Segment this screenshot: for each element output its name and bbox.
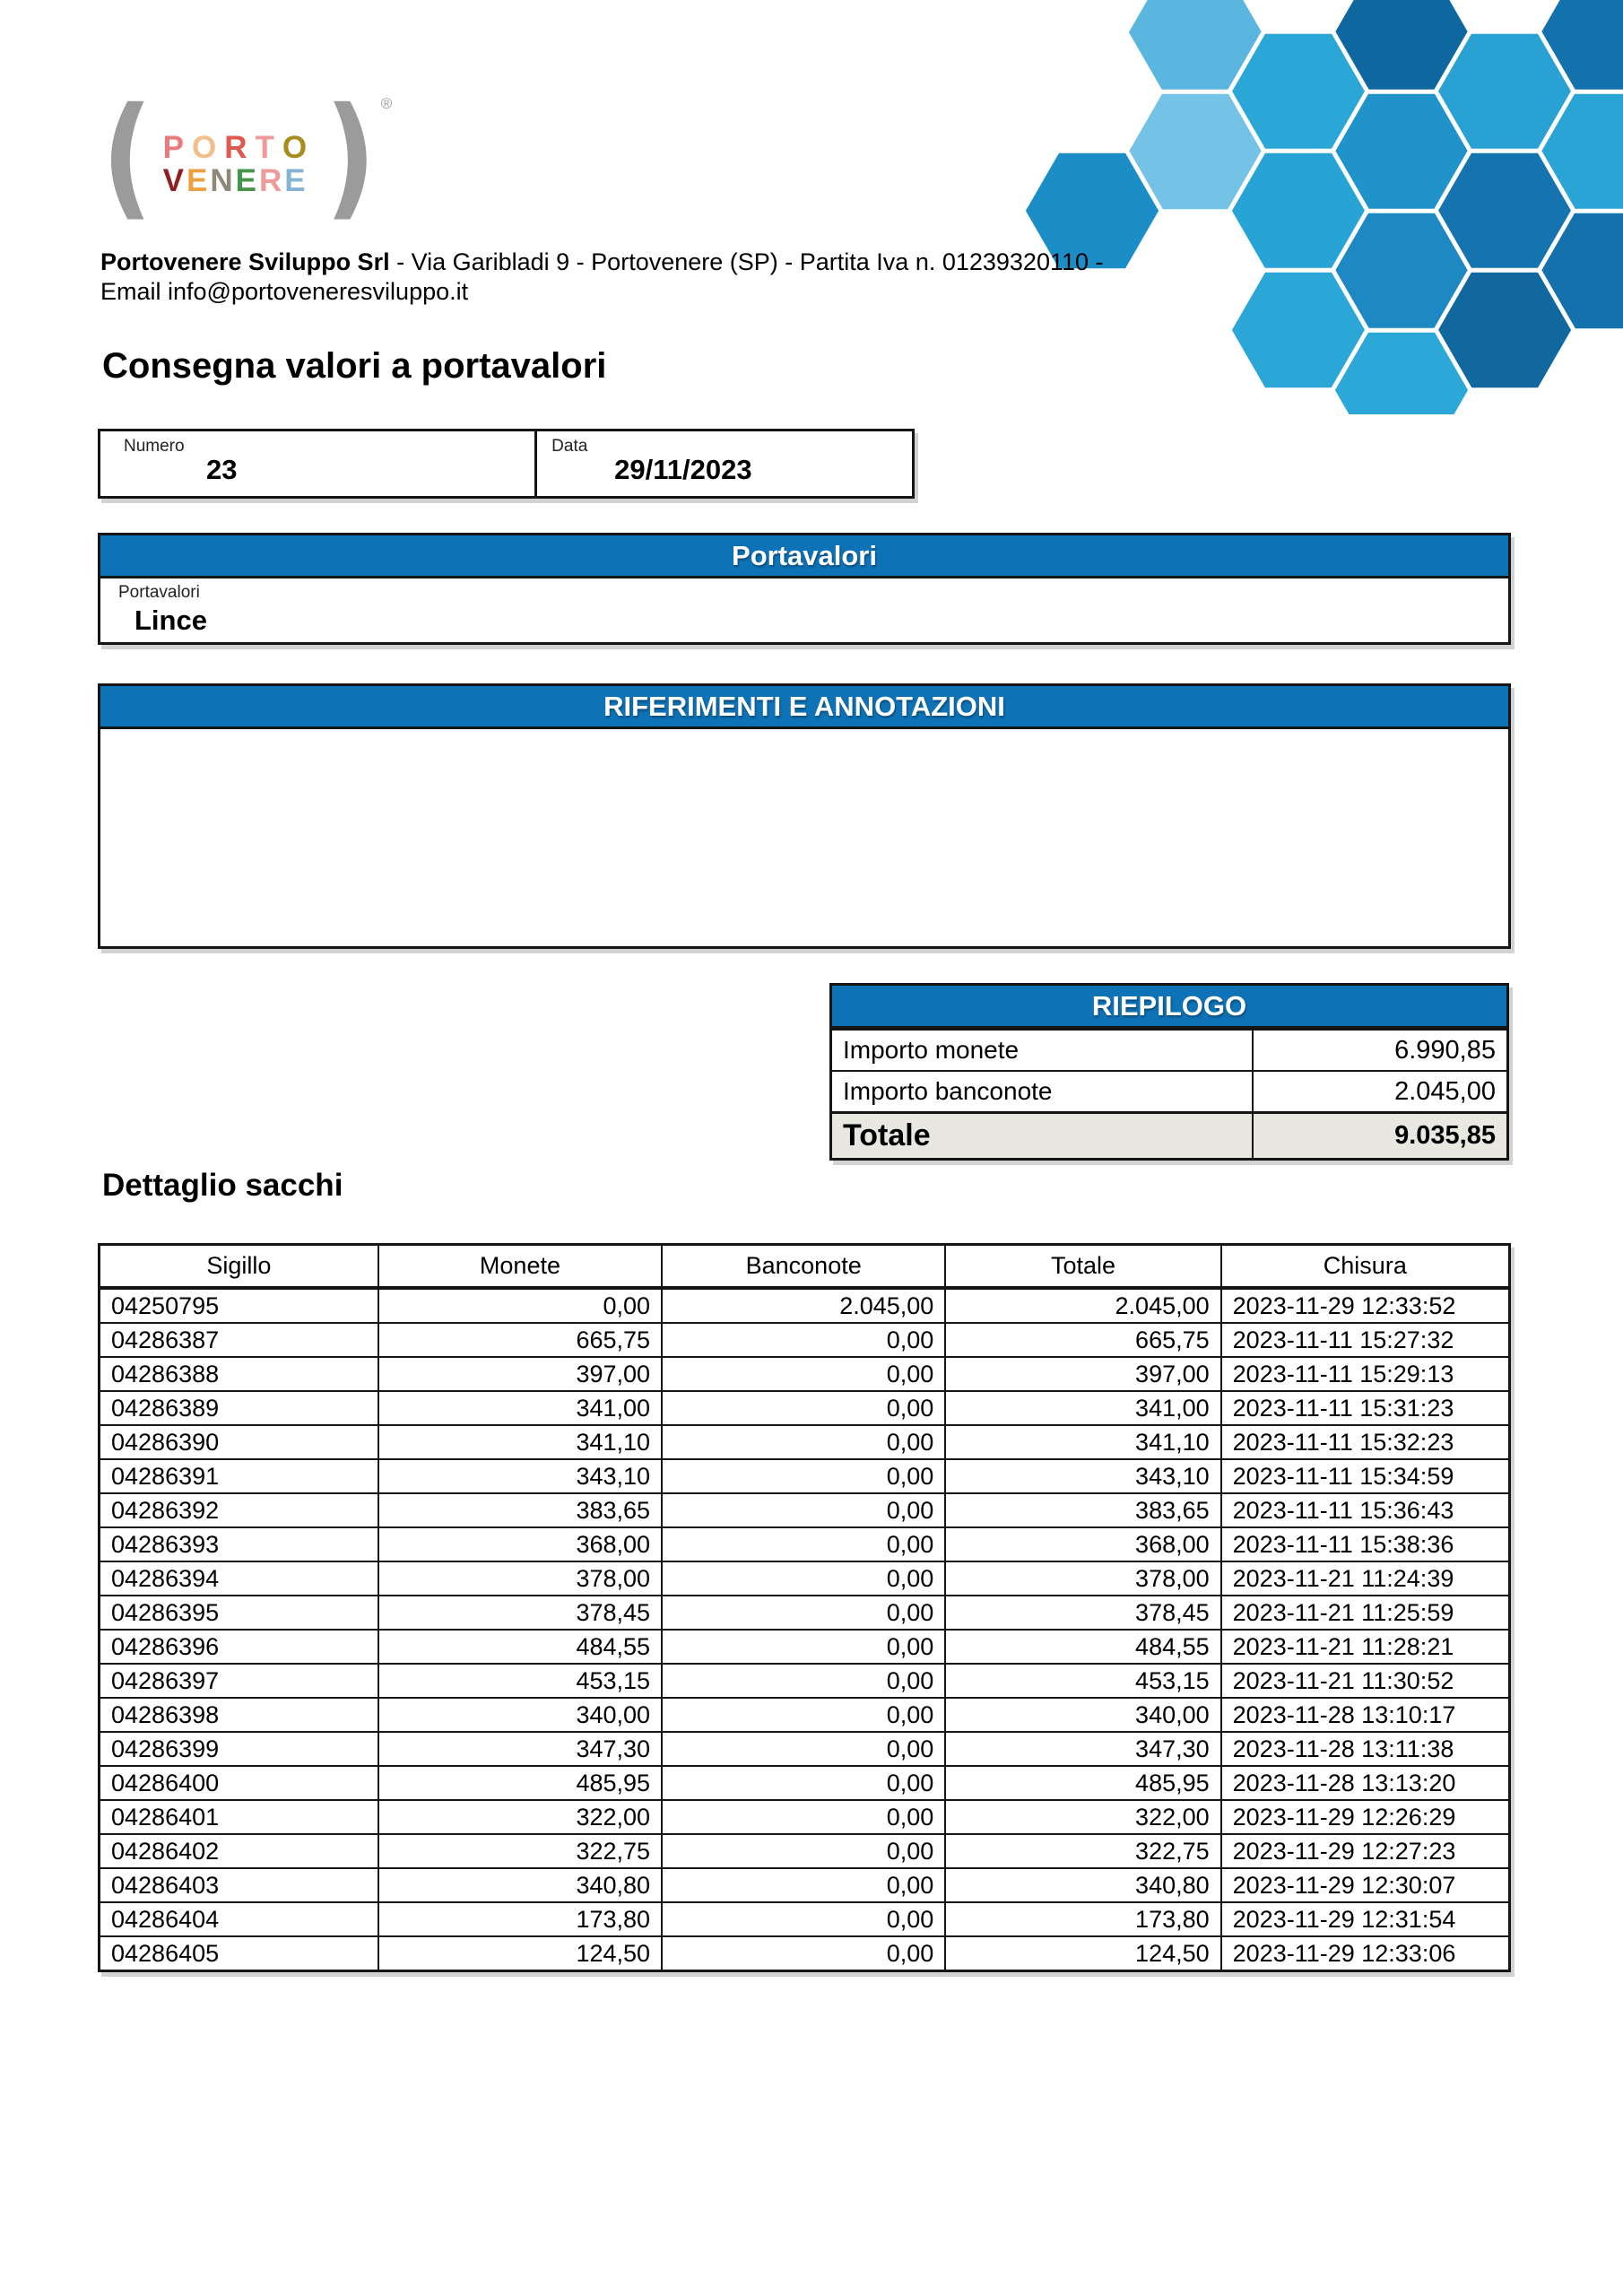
table-cell: 2023-11-11 15:34:59 [1221,1459,1510,1493]
table-cell: 0,00 [662,1902,945,1936]
table-cell: 04286397 [100,1664,378,1698]
table-cell: 0,00 [662,1766,945,1800]
table-cell: 383,65 [378,1493,662,1527]
logo-wordmark [163,115,316,197]
page-title: Consegna valori a portavalori [102,346,607,386]
table-cell: 2023-11-21 11:24:39 [1221,1561,1510,1596]
table-cell: 04250795 [100,1288,378,1323]
logo-letter: E [284,163,306,198]
column-header-totale: Totale [945,1245,1220,1289]
company-email-line: Email info@portoveneresviluppo.it [100,278,469,305]
numero-data-box [98,429,915,499]
logo-letter: R [224,130,247,165]
table-cell: 04286404 [100,1902,378,1936]
table-cell: 2023-11-21 11:28:21 [1221,1630,1510,1664]
company-address: - Via Garibladi 9 - Portovenere (SP) - Partita Iva n. 01239320110 - [389,248,1104,275]
logo-letter: E [235,163,256,198]
riepilogo-total-row [832,1111,1506,1158]
table-cell: 2023-11-29 12:27:23 [1221,1834,1510,1868]
table-row [100,1834,1510,1868]
table-cell: 04286401 [100,1800,378,1834]
table-cell: 341,00 [945,1391,1220,1425]
table-cell: 04286398 [100,1698,378,1732]
table-cell: 04286405 [100,1936,378,1971]
table-row [100,1664,1510,1698]
portavalori-field-label: Portavalori [118,583,200,602]
table-cell: 341,00 [378,1391,662,1425]
table-cell: 2023-11-29 12:33:06 [1221,1936,1510,1971]
table-cell: 0,00 [662,1630,945,1664]
table-cell: 383,65 [945,1493,1220,1527]
table-header-row [100,1245,1510,1289]
table-cell: 04286393 [100,1527,378,1561]
table-cell: 04286399 [100,1732,378,1766]
table-cell: 340,00 [945,1698,1220,1732]
table-cell: 2.045,00 [945,1288,1220,1323]
table-cell: 04286391 [100,1459,378,1493]
table-cell: 340,80 [378,1868,662,1902]
portavalori-field-value: Lince [135,604,207,636]
table-cell: 0,00 [662,1664,945,1698]
table-cell: 0,00 [662,1493,945,1527]
logo-letter: O [192,130,217,165]
data-value: 29/11/2023 [614,454,752,485]
logo-right-paren-icon: ) [325,79,377,233]
table-cell: 378,45 [945,1596,1220,1630]
table-cell: 0,00 [662,1391,945,1425]
logo-letter: T [255,130,274,165]
table-row [100,1868,1510,1902]
table-cell: 343,10 [378,1459,662,1493]
table-cell: 347,30 [945,1732,1220,1766]
table-cell: 453,15 [378,1664,662,1698]
logo-letter: E [187,163,208,198]
table-cell: 368,00 [378,1527,662,1561]
table-cell: 0,00 [662,1698,945,1732]
table-row [100,1493,1510,1527]
riepilogo-row-banconote [832,1070,1506,1111]
sacchi-table-body [100,1288,1510,1971]
logo [97,79,393,233]
table-row [100,1766,1510,1800]
table-row [100,1732,1510,1766]
table-cell: 341,10 [378,1425,662,1459]
table-cell: 0,00 [662,1800,945,1834]
table-cell: 04286392 [100,1493,378,1527]
table-row [100,1800,1510,1834]
table-cell: 2023-11-29 12:30:07 [1221,1868,1510,1902]
column-header-chisura: Chisura [1221,1245,1510,1289]
table-cell: 2023-11-29 12:26:29 [1221,1800,1510,1834]
table-cell: 2023-11-11 15:31:23 [1221,1391,1510,1425]
logo-left-paren-icon: ( [101,79,153,233]
portavalori-section-header: Portavalori [100,535,1508,578]
column-header-sigillo: Sigillo [100,1245,378,1289]
logo-letter: N [210,163,233,198]
table-cell: 04286387 [100,1323,378,1357]
table-cell: 0,00 [662,1357,945,1391]
riepilogo-monete-label: Importo monete [843,1036,1020,1064]
table-cell: 378,00 [945,1561,1220,1596]
table-cell: 665,75 [378,1323,662,1357]
table-cell: 2023-11-11 15:32:23 [1221,1425,1510,1459]
table-cell: 2023-11-29 12:33:52 [1221,1288,1510,1323]
table-cell: 340,80 [945,1868,1220,1902]
riepilogo-total-value: 9.035,85 [1252,1114,1506,1158]
table-cell: 378,00 [378,1561,662,1596]
numero-field [100,431,534,496]
company-name: Portovenere Sviluppo Srl [100,248,390,275]
table-cell: 2023-11-11 15:38:36 [1221,1527,1510,1561]
table-cell: 2023-11-11 15:36:43 [1221,1493,1510,1527]
table-cell: 322,00 [945,1800,1220,1834]
table-cell: 04286396 [100,1630,378,1664]
logo-line-venere [163,164,316,197]
company-info [100,248,1114,307]
table-cell: 340,00 [378,1698,662,1732]
table-row [100,1596,1510,1630]
riferimenti-section [98,683,1511,949]
table-cell: 0,00 [662,1425,945,1459]
table-cell: 124,50 [945,1936,1220,1971]
column-header-monete: Monete [378,1245,662,1289]
table-cell: 0,00 [662,1596,945,1630]
table-cell: 2.045,00 [662,1288,945,1323]
table-cell: 484,55 [378,1630,662,1664]
table-row [100,1323,1510,1357]
table-row [100,1357,1510,1391]
portavalori-section [98,533,1511,645]
table-cell: 322,75 [945,1834,1220,1868]
table-cell: 0,00 [378,1288,662,1323]
logo-letter: P [162,130,184,165]
table-cell: 322,00 [378,1800,662,1834]
table-cell: 397,00 [945,1357,1220,1391]
logo-letter: O [282,130,308,165]
table-cell: 0,00 [662,1561,945,1596]
table-row [100,1630,1510,1664]
table-cell: 173,80 [378,1902,662,1936]
table-cell: 2023-11-11 15:27:32 [1221,1323,1510,1357]
logo-letter: R [259,163,282,198]
riferimenti-section-header: RIFERIMENTI E ANNOTAZIONI [100,686,1508,729]
table-cell: 04286394 [100,1561,378,1596]
riepilogo-section-header: RIEPILOGO [832,986,1506,1029]
registered-trademark-icon: ® [380,95,393,112]
table-cell: 368,00 [945,1527,1220,1561]
table-cell: 0,00 [662,1527,945,1561]
riepilogo-section [829,983,1509,1161]
table-cell: 2023-11-11 15:29:13 [1221,1357,1510,1391]
table-cell: 2023-11-28 13:13:20 [1221,1766,1510,1800]
riepilogo-monete-value: 6.990,85 [1252,1031,1506,1070]
table-row [100,1561,1510,1596]
table-cell: 484,55 [945,1630,1220,1664]
table-cell: 347,30 [378,1732,662,1766]
table-cell: 485,95 [945,1766,1220,1800]
table-cell: 0,00 [662,1834,945,1868]
riferimenti-content [100,729,1508,946]
logo-line-porto [163,131,316,164]
data-field [534,431,912,496]
table-cell: 0,00 [662,1868,945,1902]
table-cell: 378,45 [378,1596,662,1630]
table-cell: 04286389 [100,1391,378,1425]
table-cell: 343,10 [945,1459,1220,1493]
table-row [100,1527,1510,1561]
table-cell: 0,00 [662,1936,945,1971]
table-cell: 2023-11-29 12:31:54 [1221,1902,1510,1936]
riepilogo-banconote-value: 2.045,00 [1252,1072,1506,1111]
table-cell: 2023-11-21 11:30:52 [1221,1664,1510,1698]
table-row [100,1459,1510,1493]
table-cell: 397,00 [378,1357,662,1391]
table-row [100,1902,1510,1936]
table-cell: 04286388 [100,1357,378,1391]
riepilogo-banconote-label: Importo banconote [843,1077,1053,1105]
table-row [100,1391,1510,1425]
dettaglio-heading: Dettaglio sacchi [102,1168,343,1203]
table-cell: 485,95 [378,1766,662,1800]
table-row [100,1936,1510,1971]
hex-pattern [1004,0,1623,414]
table-row [100,1425,1510,1459]
table-row [100,1698,1510,1732]
table-cell: 453,15 [945,1664,1220,1698]
logo-letter: V [162,163,184,198]
table-cell: 04286400 [100,1766,378,1800]
sacchi-table [98,1243,1511,1972]
table-cell: 04286390 [100,1425,378,1459]
table-cell: 322,75 [378,1834,662,1868]
hexagon-decoration [1004,0,1623,414]
portavalori-field [100,578,1508,642]
table-cell: 173,80 [945,1902,1220,1936]
table-cell: 0,00 [662,1732,945,1766]
table-cell: 0,00 [662,1459,945,1493]
table-cell: 2023-11-28 13:11:38 [1221,1732,1510,1766]
data-label: Data [551,437,588,456]
table-cell: 124,50 [378,1936,662,1971]
riepilogo-total-label: Totale [843,1118,931,1152]
table-cell: 0,00 [662,1323,945,1357]
table-row [100,1288,1510,1323]
table-cell: 2023-11-21 11:25:59 [1221,1596,1510,1630]
column-header-banconote: Banconote [662,1245,945,1289]
table-cell: 04286403 [100,1868,378,1902]
table-cell: 04286402 [100,1834,378,1868]
table-cell: 665,75 [945,1323,1220,1357]
numero-value: 23 [206,454,238,485]
numero-label: Numero [124,437,185,456]
table-cell: 341,10 [945,1425,1220,1459]
table-cell: 04286395 [100,1596,378,1630]
riepilogo-row-monete [832,1029,1506,1070]
table-cell: 2023-11-28 13:10:17 [1221,1698,1510,1732]
